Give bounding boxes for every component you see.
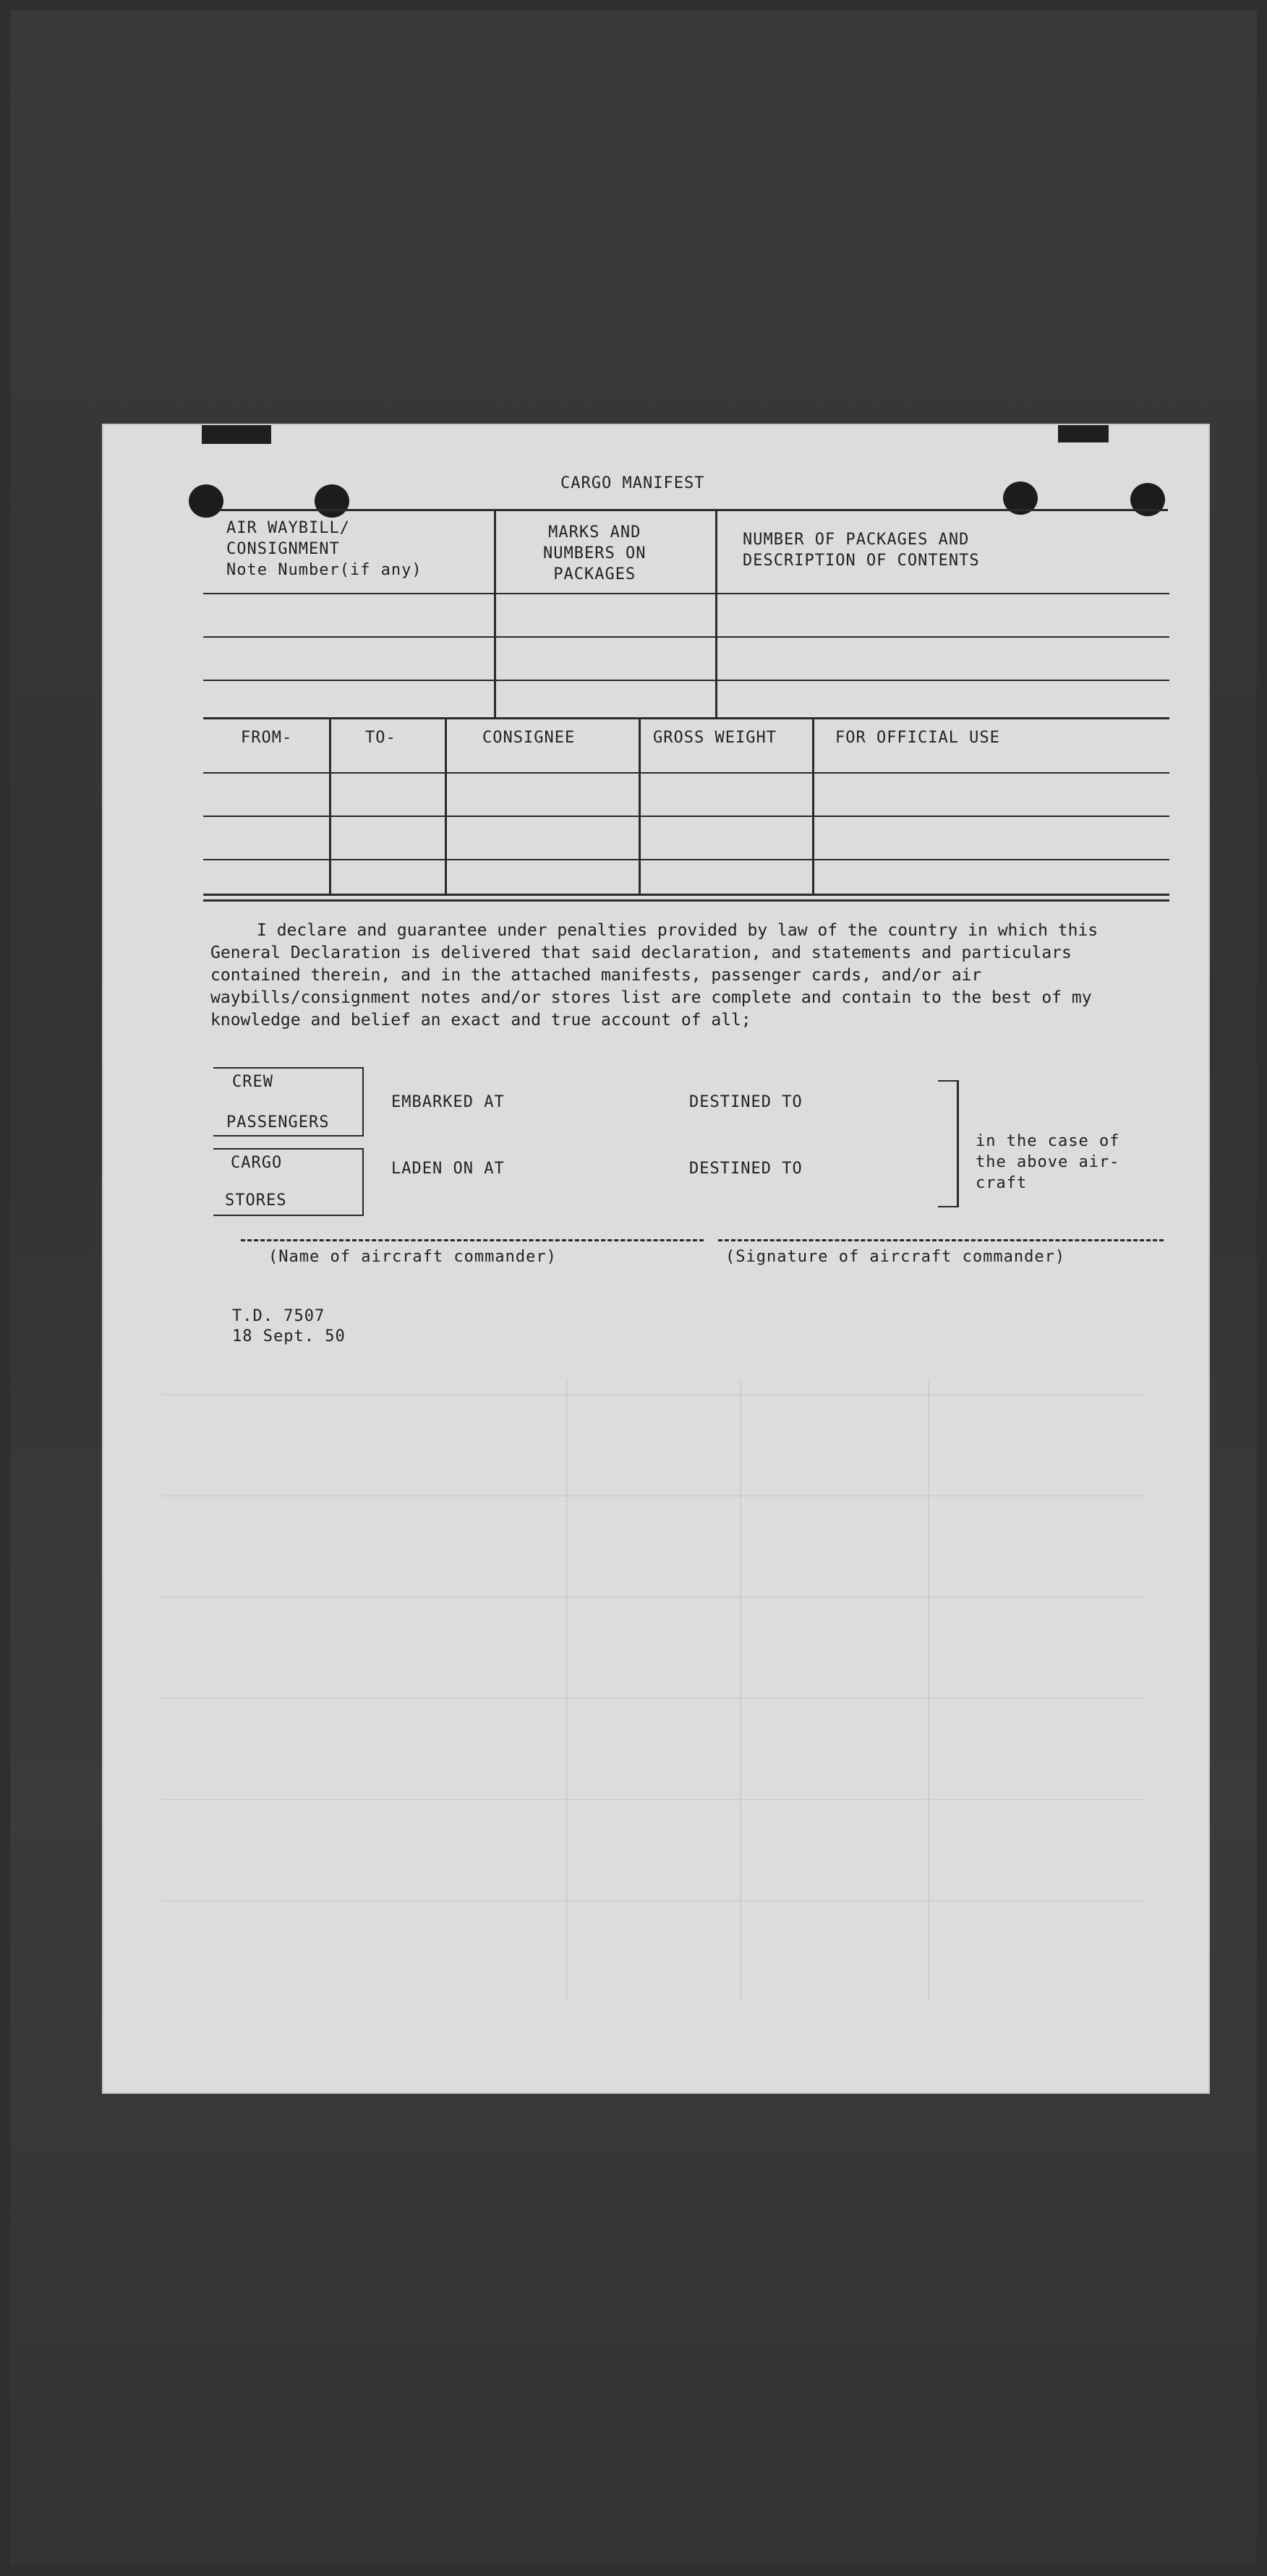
declaration-paragraph: I declare and guarantee under penalties provided by law of the country in which this General Declaration is delivered that said declaration, and statements and particulars contained therein, and in the attached manifests, passenger cards, and/or air waybills/consignment notes and/or stores list are complete and contain to the best of my knowledge and belief an exact and true account of all; <box>210 921 1099 1030</box>
punch-hole-icon <box>1130 483 1165 516</box>
packages-header: NUMBER OF PACKAGES AND DESCRIPTION OF CONTENTS <box>743 531 980 570</box>
punch-hole-icon <box>315 484 349 518</box>
commander-signature-line <box>718 1239 1164 1241</box>
bleed-through <box>161 1596 1145 1598</box>
cargo-label: CARGO <box>231 1154 283 1172</box>
table2-divider <box>639 719 641 895</box>
table2-divider <box>329 719 331 895</box>
consignee-header: CONSIGNEE <box>482 729 576 747</box>
table2-row-line <box>203 772 1169 774</box>
aircraft-case-note: in the case of the above air- craft <box>976 1132 1120 1192</box>
binding-tab <box>202 425 271 444</box>
form-number: T.D. 7507 <box>232 1307 325 1325</box>
commander-signature-label: (Signature of aircraft commander) <box>725 1248 1066 1266</box>
table2-divider <box>445 719 447 895</box>
passengers-label: PASSENGERS <box>226 1113 330 1131</box>
stores-label: STORES <box>225 1191 287 1210</box>
bleed-through <box>740 1379 741 2001</box>
table1-row-line <box>203 593 1169 594</box>
cargo-manifest-form <box>103 425 1208 2092</box>
marks-header: MARKS AND NUMBERS ON PACKAGES <box>543 523 647 583</box>
table1-bottom-line <box>203 717 1169 719</box>
punch-hole-icon <box>189 484 223 518</box>
official-use-header: FOR OFFICIAL USE <box>835 729 1000 747</box>
commander-name-line <box>241 1239 704 1241</box>
from-header: FROM- <box>241 729 293 747</box>
bleed-through <box>566 1379 568 2001</box>
table1-divider <box>494 510 496 717</box>
gross-weight-header: GROSS WEIGHT <box>653 729 777 747</box>
table2-row-line <box>203 859 1169 860</box>
bleed-through <box>161 1799 1145 1800</box>
aircraft-bracket <box>938 1080 959 1207</box>
embarked-at-label: EMBARKED AT <box>391 1093 505 1111</box>
to-header: TO- <box>365 729 396 747</box>
bleed-through <box>161 1698 1145 1699</box>
form-title: CARGO MANIFEST <box>560 474 705 492</box>
commander-name-label: (Name of aircraft commander) <box>268 1248 557 1266</box>
declaration-text <box>210 920 1165 1032</box>
bleed-through <box>161 1394 1145 1395</box>
laden-on-at-label: LADEN ON AT <box>391 1160 505 1178</box>
destined-to-label-2: DESTINED TO <box>689 1160 803 1178</box>
binding-tab <box>1058 425 1109 442</box>
form-date: 18 Sept. 50 <box>232 1327 346 1345</box>
destined-to-label: DESTINED TO <box>689 1093 803 1111</box>
table1-divider <box>715 510 717 717</box>
table2-row-line <box>203 816 1169 817</box>
bleed-through <box>161 1900 1145 1901</box>
table2-bottom-line <box>203 899 1169 902</box>
table1-row-line <box>203 636 1169 638</box>
crew-label: CREW <box>232 1073 273 1091</box>
table2-divider <box>812 719 814 895</box>
table2-bottom-line <box>203 894 1169 896</box>
title-rule <box>219 509 1168 511</box>
bleed-through <box>161 1495 1145 1497</box>
bleed-through <box>928 1379 929 2001</box>
waybill-header: AIR WAYBILL/ CONSIGNMENT Note Number(if any) <box>226 519 422 579</box>
table1-row-line <box>203 680 1169 681</box>
